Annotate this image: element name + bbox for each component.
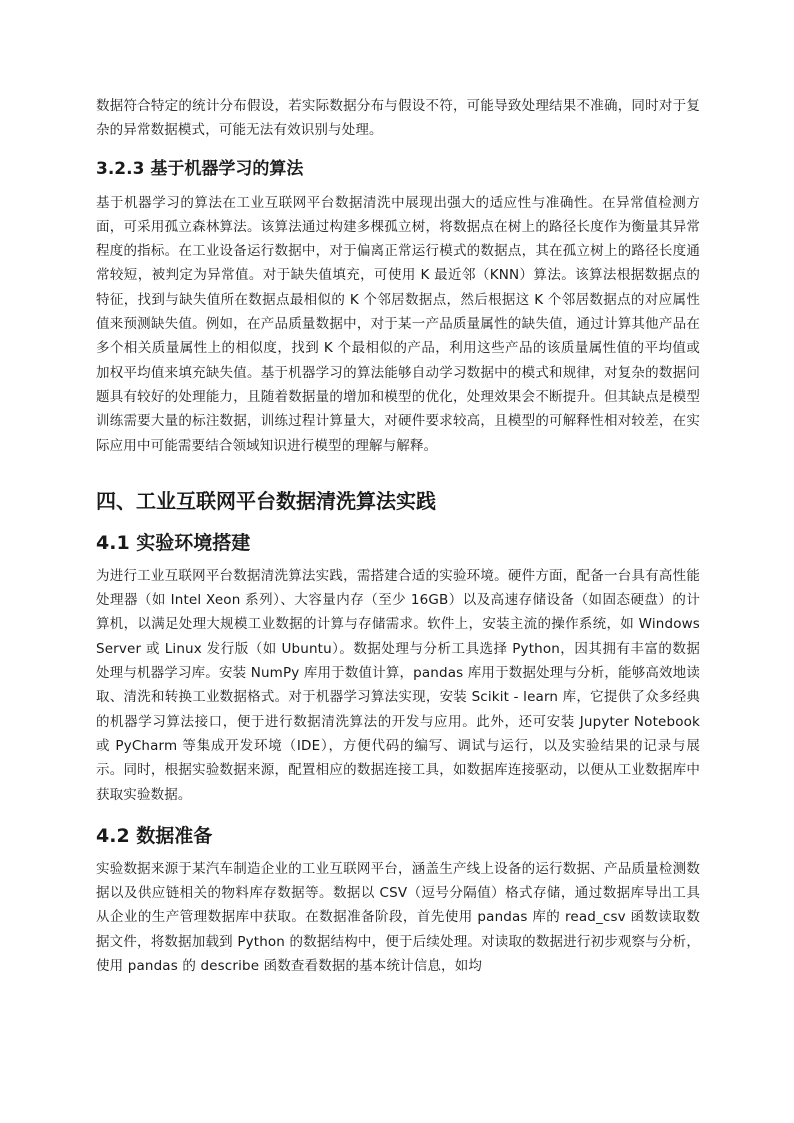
heading-3-2-3: 3.2.3 基于机器学习的算法 xyxy=(96,158,304,179)
paragraph-environment-setup: 为进行工业互联网平台数据清洗算法实践，需搭建合适的实验环境。硬件方面，配备一台具有高性能处理器（如 Intel Xeon 系列）、大容量内存（至少 16GB）以及高速存储设备（如固态硬盘）的计算机，以满足处理大规模工业数据的计算与存储需求。软件上，安装主流的操作系统，如 Windows Server 或 Linux 发行版（如 Ubuntu）。数据处理与分析工具选择 Python，因其拥有丰富的数据处理与机器学习库。安装 NumPy 库用于数值计算，pandas 库用于数据处理与分析，能够高效地读取、清洗和转换工业数据格式。对于机器学习算法实现，安装 Scikit - learn 库，它提供了众多经典的机器学习算法接口，便于进行数据清洗算法的开发与应用。此外，还可安装 Jupyter Notebook 或 PyCharm 等集成开发环境（IDE），方便代码的编写、调试与运行，以及实验结果的记录与展示。同时，根据实验数据来源，配置相应的数据连接工具，如数据库连接驱动，以便从工业数据库中获取实验数据。 xyxy=(96,567,700,803)
paragraph-ml-algorithms: 基于机器学习的算法在工业互联网平台数据清洗中展现出强大的适应性与准确性。在异常值检测方面，可采用孤立森林算法。该算法通过构建多棵孤立树，将数据点在树上的路径长度作为衡量其异常程度的指标。在工业设备运行数据中，对于偏离正常运行模式的数据点，其在孤立树上的路径长度通常较短，被判定为异常值。对于缺失值填充，可使用 K 最近邻（KNN）算法。该算法根据数据点的特征，找到与缺失值所在数据点最相似的 K 个邻居数据点，然后根据这 K 个邻居数据点的对应属性值来预测缺失值。例如，在产品质量数据中，对于某一产品质量属性的缺失值，通过计算其他产品在多个相关质量属性上的相似度，找到 K 个最相似的产品，利用这些产品的该质量属性值的平均值或加权平均值来填充缺失值。基于机器学习的算法能够自动学习数据中的模式和规律，对复杂的数据问题具有较好的处理能力，且随着数据量的增加和模型的优化，处理效果会不断提升。但其缺点是模型训练需要大量的标注数据，训练过程计算量大，对硬件要求较高，且模型的可解释性相对较差，在实际应用中可能需要结合领域知识进行模型的理解与解释。 xyxy=(96,194,700,454)
heading-4-1: 4.1 实验环境搭建 xyxy=(96,531,251,554)
page-content xyxy=(96,94,700,978)
paragraph-data-preparation: 实验数据来源于某汽车制造企业的工业互联网平台，涵盖生产线上设备的运行数据、产品质量检测数据以及供应链相关的物料库存数据等。数据以 CSV（逗号分隔值）格式存储，通过数据库导出工具从企业的生产管理数据库中获取。在数据准备阶段，首先使用 pandas 库的 read_csv 函数读取数据文件，将数据加载到 Python 的数据结构中，便于后续处理。对读取的数据进行初步观察与分析，使用 pandas 的 describe 函数查看数据的基本统计信息，如均 xyxy=(96,860,700,975)
heading-4-2: 4.2 数据准备 xyxy=(96,824,213,847)
paragraph-statistical-limitations: 数据符合特定的统计分布假设，若实际数据分布与假设不符，可能导致处理结果不准确，同时对于复杂的异常数据模式，可能无法有效识别与处理。 xyxy=(96,98,700,139)
heading-section-4: 四、工业互联网平台数据清洗算法实践 xyxy=(96,488,436,513)
